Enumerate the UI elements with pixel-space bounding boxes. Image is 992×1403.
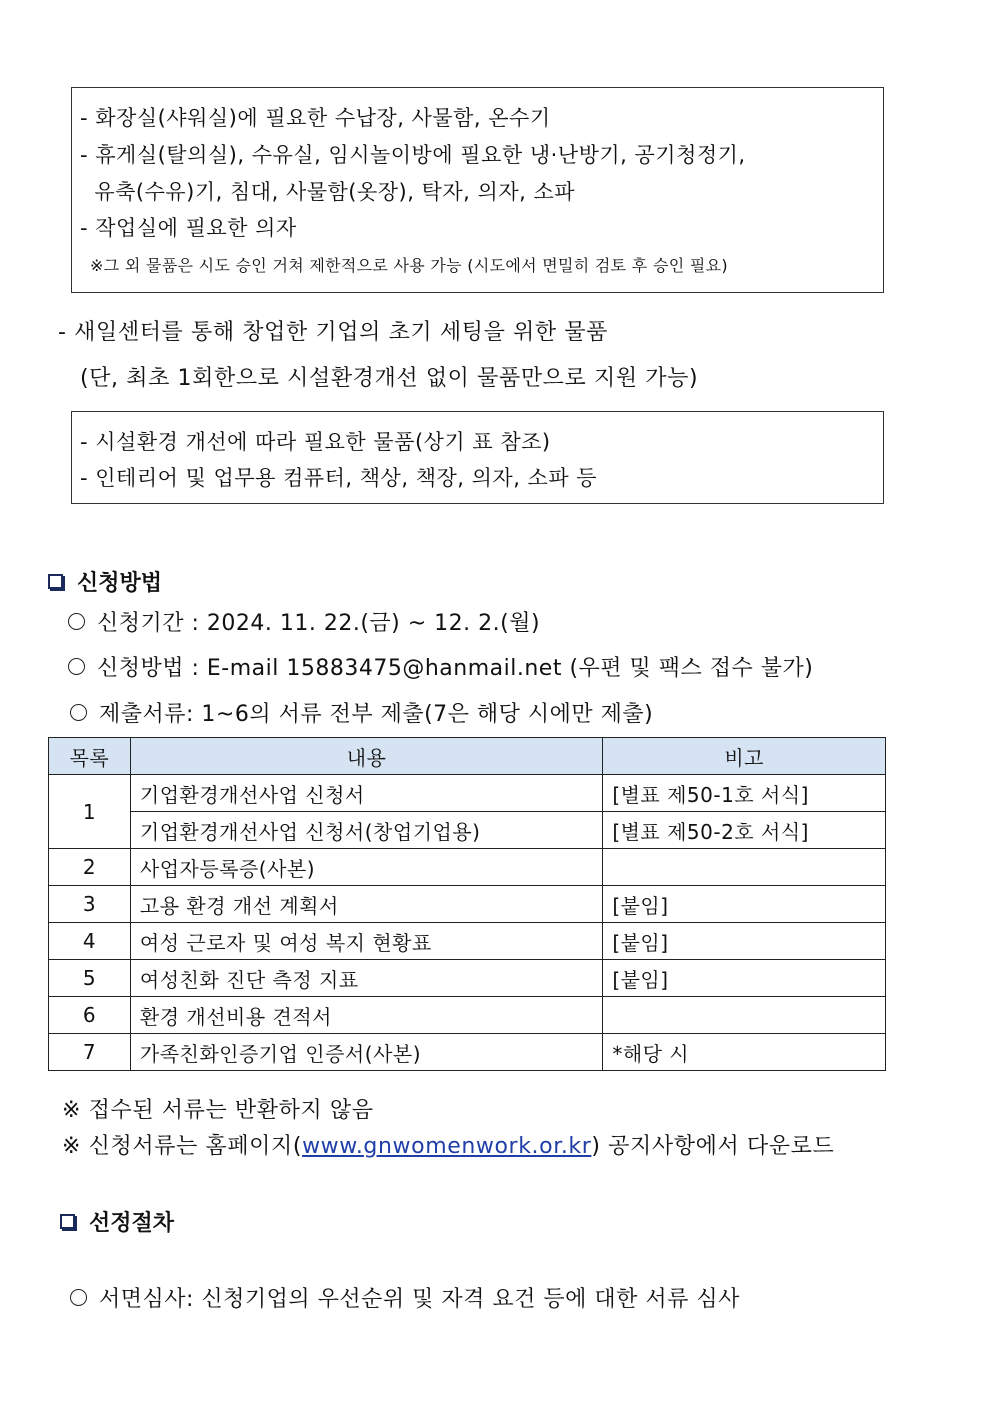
row-remark: [별표 제50-2호 서식] [603,812,886,849]
row-content: 여성친화 진단 측정 지표 [130,960,602,997]
startup-line-1: - 새일센터를 통해 창업한 기업의 초기 세팅을 위한 물품 [58,320,609,345]
box1-note: ※그 외 물품은 시도 승인 거쳐 제한적으로 사용 가능 (시도에서 면밀히 검토 후 승인 필요) [90,256,728,275]
header-remark: 비고 [603,738,886,775]
circle-bullet-icon [70,1289,87,1306]
box1-line-4: - 작업실에 필요한 의자 [80,216,297,240]
box1-line-3: 유축(수유)기, 침대, 사물함(옷장), 탁자, 의자, 소파 [80,180,576,204]
note-not-returned: ※ 접수된 서류는 반환하지 않음 [62,1098,374,1123]
header-content: 내용 [130,738,602,775]
documents-table [48,737,886,1071]
apply-heading [48,566,162,597]
apply-method-text: 신청방법 : E-mail 15883475@hanmail.net (우편 및 팩스 접수 불가) [97,656,814,681]
row-remark: *해당 시 [603,1034,886,1071]
circle-bullet-icon [68,613,85,630]
eligible-items-box [71,87,884,293]
table-row [49,849,886,886]
row-remark: [별표 제50-1호 서식] [603,775,886,812]
circle-bullet-icon [70,704,87,721]
table-row [49,923,886,960]
row-number: 1 [49,775,131,849]
row-content: 여성 근로자 및 여성 복지 현황표 [130,923,602,960]
row-content: 환경 개선비용 견적서 [130,997,602,1034]
note-download-suffix: ) 공지사항에서 다운로드 [591,1134,835,1159]
note-download-prefix: ※ 신청서류는 홈페이지( [62,1134,303,1159]
table-header-row [49,738,886,775]
box1-line-1: - 화장실(샤워실)에 필요한 수납장, 사물함, 온수기 [80,106,551,130]
selection-heading [60,1206,174,1237]
row-content: 기업환경개선사업 신청서 [130,775,602,812]
row-number: 5 [49,960,131,997]
box2-line-2: - 인테리어 및 업무용 컴퓨터, 책상, 책장, 의자, 소파 등 [80,466,598,490]
table-row [49,997,886,1034]
checkbox-square-icon [48,574,63,589]
checkbox-square-icon [60,1214,75,1229]
row-number: 2 [49,849,131,886]
row-number: 3 [49,886,131,923]
box2-line-1: - 시설환경 개선에 따라 필요한 물품(상기 표 참조) [80,430,551,454]
apply-heading-text: 신청방법 [77,571,163,596]
row-remark: [붙임] [603,886,886,923]
startup-items-box [71,411,884,504]
table-row [49,960,886,997]
table-row [49,886,886,923]
selection-item-1 [70,1282,740,1313]
row-content: 가족친화인증기업 인증서(사본) [130,1034,602,1071]
circle-bullet-icon [68,658,85,675]
row-content: 사업자등록증(사본) [130,849,602,886]
row-number: 6 [49,997,131,1034]
apply-documents-text: 제출서류: 1~6의 서류 전부 제출(7은 해당 시에만 제출) [99,702,654,727]
apply-documents [70,697,653,728]
homepage-link[interactable]: www.gnwomenwork.or.kr [302,1134,592,1159]
header-list: 목록 [49,738,131,775]
note-download [62,1129,834,1160]
row-number: 7 [49,1034,131,1071]
apply-period [68,606,540,637]
startup-line-2: (단, 최초 1회한으로 시설환경개선 없이 물품만으로 지원 가능) [80,366,699,391]
apply-method [68,651,813,682]
row-remark: [붙임] [603,923,886,960]
apply-period-text: 신청기간 : 2024. 11. 22.(금) ~ 12. 2.(월) [97,611,541,636]
row-number: 4 [49,923,131,960]
table-row [49,775,886,812]
table-row [49,812,886,849]
row-remark: [붙임] [603,960,886,997]
selection-item-1-text: 서면심사: 신청기업의 우선순위 및 자격 요건 등에 대한 서류 심사 [99,1287,740,1312]
row-content: 고용 환경 개선 계획서 [130,886,602,923]
box1-line-2: - 휴게실(탈의실), 수유실, 임시놀이방에 필요한 냉·난방기, 공기청정기, [80,143,746,167]
table-row [49,1034,886,1071]
row-remark [603,849,886,886]
row-content: 기업환경개선사업 신청서(창업기업용) [130,812,602,849]
selection-heading-text: 선정절차 [89,1211,175,1236]
row-remark [603,997,886,1034]
